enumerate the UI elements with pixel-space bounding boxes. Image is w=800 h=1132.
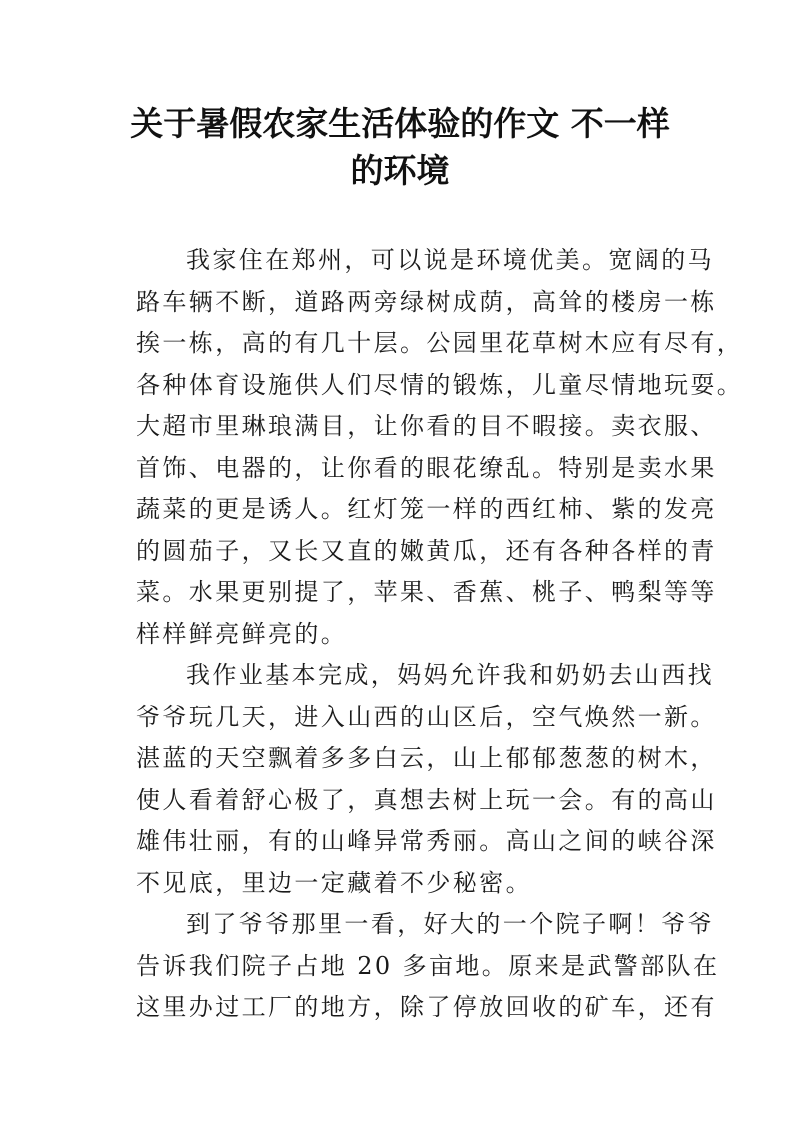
text-line: 的圆茄子，又长又直的嫩黄瓜，还有各种各样的青 <box>136 536 717 565</box>
paragraph-2 <box>136 655 717 904</box>
text-line: 爷爷玩几天，进入山西的山区后，空气焕然一新。 <box>136 702 717 731</box>
text-line: 菜。水果更别提了，苹果、香蕉、桃子、鸭梨等等 <box>136 578 717 606</box>
text-line: 不见底，里边一定藏着不少秘密。 <box>136 868 532 897</box>
document-body <box>136 240 744 1029</box>
paragraph-1 <box>136 240 744 655</box>
document-title <box>100 100 700 194</box>
title-line: 的环境 <box>350 151 450 190</box>
text-line: 我家住在郑州，可以说是环境优美。宽阔的马 <box>186 246 714 274</box>
text-line: 这里办过工厂的地方，除了停放回收的矿车，还有 <box>136 993 717 1021</box>
text-line: 使人看着舒心极了，真想去树上玩一会。有的高山 <box>136 785 717 814</box>
text-line: 雄伟壮丽，有的山峰异常秀丽。高山之间的峡谷深 <box>136 827 717 855</box>
text-line: 大超市里琳琅满目，让你看的目不暇接。卖衣服、 <box>136 412 717 440</box>
text-line: 路车辆不断，道路两旁绿树成荫，高耸的楼房一栋 <box>136 287 717 316</box>
text-line: 我作业基本完成，妈妈允许我和奶奶去山西找 <box>186 661 714 689</box>
text-line: 样样鲜亮鲜亮的。 <box>136 619 348 648</box>
paragraph-3 <box>136 904 720 1029</box>
text-line: 各种体育设施供人们尽情的锻炼，儿童尽情地玩耍。 <box>136 370 744 399</box>
text-line: 首饰、电器的，让你看的眼花缭乱。特别是卖水果 <box>136 453 717 482</box>
text-line: 湛蓝的天空飘着多多白云，山上郁郁葱葱的树木， <box>136 744 717 772</box>
text-line: 挨一栋，高的有几十层。公园里花草树木应有尽有， <box>136 329 744 357</box>
text-line: 到了爷爷那里一看，好大的一个院子啊！爷爷 <box>186 910 714 938</box>
title-line: 关于暑假农家生活体验的作文 不一样 <box>130 104 670 143</box>
text-line: 告诉我们院子占地 20 多亩地。原来是武警部队在 <box>136 951 720 980</box>
text-line: 蔬菜的更是诱人。红灯笼一样的西红柿、紫的发亮 <box>136 495 717 523</box>
